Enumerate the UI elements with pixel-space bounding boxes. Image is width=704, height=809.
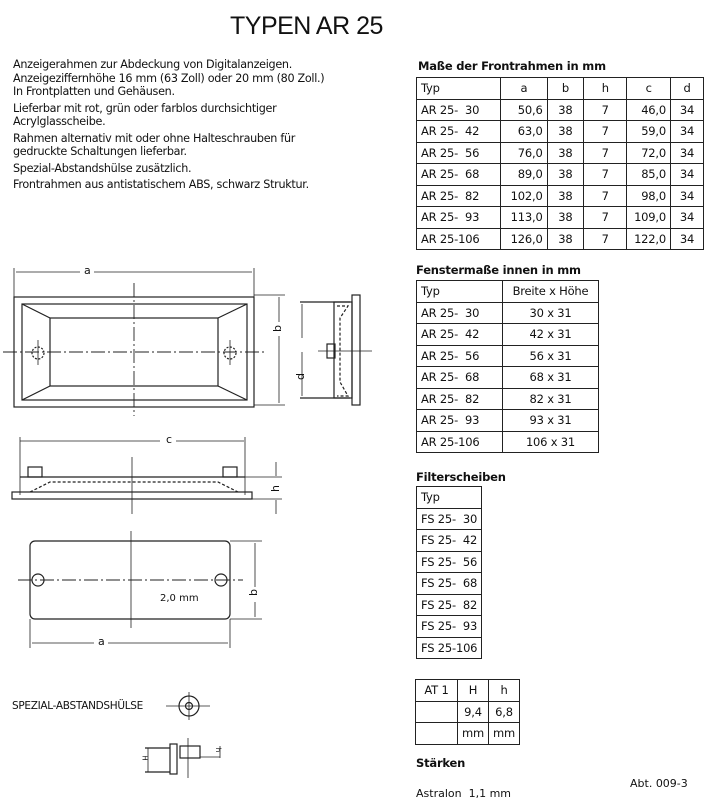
table-row bbox=[417, 345, 599, 367]
window-dimensions-table bbox=[416, 280, 599, 453]
cell: 7 bbox=[584, 164, 627, 186]
cell bbox=[416, 701, 458, 723]
label-c: c bbox=[166, 433, 173, 446]
cell: AR 25- 30 bbox=[417, 302, 503, 324]
description-paragraph: Rahmen alternativ mit oder ohne Halteschrauben für gedruckte Schaltungen lieferbar. bbox=[13, 131, 296, 158]
cell: 50,6 bbox=[501, 99, 547, 121]
cell: 34 bbox=[671, 164, 704, 186]
table-row bbox=[417, 573, 482, 595]
cell: AR 25- 42 bbox=[417, 324, 503, 346]
header-at1: AT 1 bbox=[416, 680, 458, 702]
cell: 63,0 bbox=[501, 121, 547, 143]
cell: AR 25- 68 bbox=[417, 367, 503, 389]
cell: 38 bbox=[547, 228, 584, 250]
table-row bbox=[417, 508, 482, 530]
top-view-drawing bbox=[12, 437, 282, 514]
label-d: d bbox=[293, 373, 307, 380]
frame-dimensions-title: Maße der Frontrahmen in mm bbox=[418, 59, 606, 73]
filter-disc-drawing bbox=[18, 531, 262, 648]
table-row bbox=[417, 121, 704, 143]
header-c: c bbox=[627, 78, 671, 100]
cell: 34 bbox=[671, 185, 704, 207]
table-row bbox=[417, 185, 704, 207]
table-row bbox=[417, 616, 482, 638]
cell: 34 bbox=[671, 121, 704, 143]
cell: 38 bbox=[547, 164, 584, 186]
header-typ: Typ bbox=[417, 487, 482, 509]
header-h: h bbox=[584, 78, 627, 100]
cell: 7 bbox=[584, 207, 627, 229]
cell: AR 25- 56 bbox=[417, 142, 501, 164]
cell: 102,0 bbox=[501, 185, 547, 207]
front-view-drawing bbox=[3, 268, 285, 416]
description-paragraph: Frontrahmen aus antistatischem ABS, schwarz Struktur. bbox=[13, 178, 309, 191]
cell: FS 25- 42 bbox=[417, 530, 482, 552]
cell: FS 25- 56 bbox=[417, 551, 482, 573]
cell: 72,0 bbox=[627, 142, 671, 164]
description-paragraph: Anzeigerahmen zur Abdeckung von Digitalanzeigen. Anzeigeziffernhöhe 16 mm (63 Zoll) oder 20 mm (80 Zoll.) In Frontplatten und Gehäusen. bbox=[13, 58, 325, 98]
label-H: H bbox=[140, 755, 149, 761]
cell: AR 25- 93 bbox=[417, 410, 503, 432]
cell: AR 25-106 bbox=[417, 431, 503, 453]
table-row bbox=[417, 530, 482, 552]
label-b: b bbox=[270, 325, 284, 332]
description-paragraph: Lieferbar mit rot, grün oder farblos durchsichtiger Acrylglasscheibe. bbox=[13, 101, 277, 128]
label-a: a bbox=[84, 264, 91, 277]
cell: FS 25- 82 bbox=[417, 594, 482, 616]
cell: AR 25- 68 bbox=[417, 164, 501, 186]
page-reference: Abt. 009-3 bbox=[630, 777, 688, 790]
cell: 113,0 bbox=[501, 207, 547, 229]
table-header-row bbox=[417, 78, 704, 100]
description bbox=[13, 58, 413, 195]
cell: 42 x 31 bbox=[503, 324, 599, 346]
cell: 98,0 bbox=[627, 185, 671, 207]
description-paragraph: Spezial-Abstandshülse zusätzlich. bbox=[13, 161, 192, 175]
cell: 38 bbox=[547, 121, 584, 143]
cell: 38 bbox=[547, 99, 584, 121]
filter-discs-title: Filterscheiben bbox=[416, 470, 506, 484]
table-row bbox=[417, 228, 704, 250]
cell: 7 bbox=[584, 142, 627, 164]
table-row bbox=[417, 99, 704, 121]
table-row bbox=[417, 410, 599, 432]
table-row bbox=[417, 207, 704, 229]
table-header-row bbox=[416, 680, 520, 702]
cell: AR 25- 82 bbox=[417, 388, 503, 410]
cell: FS 25-106 bbox=[417, 637, 482, 659]
spacer-table bbox=[415, 679, 520, 745]
cell: AR 25-106 bbox=[417, 228, 501, 250]
cell: 109,0 bbox=[627, 207, 671, 229]
cell: 68 x 31 bbox=[503, 367, 599, 389]
cell: 126,0 bbox=[501, 228, 547, 250]
cell: FS 25- 30 bbox=[417, 508, 482, 530]
table-row bbox=[417, 637, 482, 659]
cell: 93 x 31 bbox=[503, 410, 599, 432]
cell: 7 bbox=[584, 121, 627, 143]
filter-discs-table bbox=[416, 486, 482, 659]
cell: 38 bbox=[547, 142, 584, 164]
table-row bbox=[417, 324, 599, 346]
cell: 106 x 31 bbox=[503, 431, 599, 453]
header-size: Breite x Höhe bbox=[503, 281, 599, 303]
cell: AR 25- 42 bbox=[417, 121, 501, 143]
table-row bbox=[417, 431, 599, 453]
header-b: b bbox=[547, 78, 584, 100]
table-row bbox=[417, 367, 599, 389]
cell: 56 x 31 bbox=[503, 345, 599, 367]
cell bbox=[416, 723, 458, 745]
cell: 38 bbox=[547, 207, 584, 229]
thickness-value: Astralon 1,1 mm bbox=[416, 787, 512, 800]
header-h: h bbox=[489, 680, 520, 702]
label-b-filter: b bbox=[246, 589, 260, 596]
cell: 82 x 31 bbox=[503, 388, 599, 410]
table-row bbox=[417, 388, 599, 410]
cell: 34 bbox=[671, 99, 704, 121]
page-title: TYPEN AR 25 bbox=[230, 12, 383, 40]
label-h: h bbox=[268, 485, 282, 492]
cell: AR 25- 93 bbox=[417, 207, 501, 229]
cell: 34 bbox=[671, 207, 704, 229]
cell: FS 25- 93 bbox=[417, 616, 482, 638]
cell: 34 bbox=[671, 142, 704, 164]
label-h-spacer: h bbox=[214, 747, 223, 753]
cell: 9,4 bbox=[458, 701, 489, 723]
cell: AR 25- 30 bbox=[417, 99, 501, 121]
table-row bbox=[417, 142, 704, 164]
cell: 122,0 bbox=[627, 228, 671, 250]
cell: mm bbox=[489, 723, 520, 745]
frame-dimensions-table bbox=[416, 77, 704, 250]
header-typ: Typ bbox=[417, 78, 501, 100]
cell: FS 25- 68 bbox=[417, 573, 482, 595]
header-H: H bbox=[458, 680, 489, 702]
spacer-label: SPEZIAL-ABSTANDSHÜLSE bbox=[12, 700, 144, 712]
side-view-drawing bbox=[300, 295, 372, 405]
cell: 89,0 bbox=[501, 164, 547, 186]
table-header-row bbox=[417, 281, 599, 303]
table-row bbox=[417, 302, 599, 324]
cell: 76,0 bbox=[501, 142, 547, 164]
cell: mm bbox=[458, 723, 489, 745]
window-dimensions-title: Fenstermaße innen in mm bbox=[416, 263, 581, 277]
cell: AR 25- 56 bbox=[417, 345, 503, 367]
filter-thickness-label: 2,0 mm bbox=[160, 593, 199, 604]
cell: 46,0 bbox=[627, 99, 671, 121]
table-header-row bbox=[417, 487, 482, 509]
cell: 34 bbox=[671, 228, 704, 250]
cell: 38 bbox=[547, 185, 584, 207]
cell: 7 bbox=[584, 99, 627, 121]
cell: 6,8 bbox=[489, 701, 520, 723]
header-a: a bbox=[501, 78, 547, 100]
table-row bbox=[416, 723, 520, 745]
table-row bbox=[417, 594, 482, 616]
header-d: d bbox=[671, 78, 704, 100]
thickness-title: Stärken bbox=[416, 756, 466, 770]
cell: 7 bbox=[584, 185, 627, 207]
cell: AR 25- 82 bbox=[417, 185, 501, 207]
cell: 85,0 bbox=[627, 164, 671, 186]
table-row bbox=[417, 551, 482, 573]
table-row bbox=[416, 701, 520, 723]
cell: 59,0 bbox=[627, 121, 671, 143]
cell: 7 bbox=[584, 228, 627, 250]
cell: 30 x 31 bbox=[503, 302, 599, 324]
header-typ: Typ bbox=[417, 281, 503, 303]
label-a-filter: a bbox=[98, 635, 105, 648]
table-row bbox=[417, 164, 704, 186]
spacer-sleeve-drawing bbox=[145, 692, 223, 778]
